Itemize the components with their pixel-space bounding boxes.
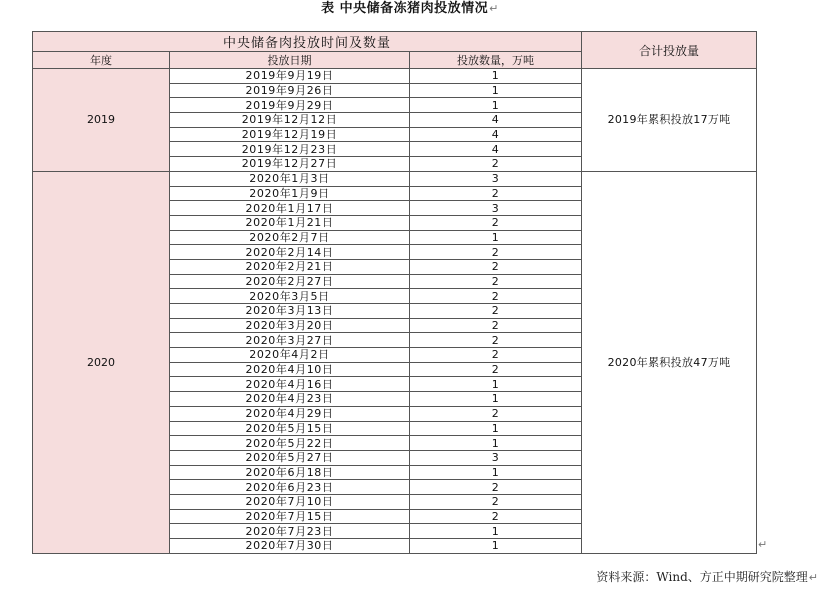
total-header: 合计投放量 — [582, 32, 757, 69]
amount-cell: 1 — [410, 230, 582, 245]
amount-cell: 1 — [410, 421, 582, 436]
amount-cell: 2 — [410, 259, 582, 274]
date-cell: 2019年9月19日 — [170, 69, 410, 84]
date-cell: 2019年12月12日 — [170, 113, 410, 128]
amount-cell: 1 — [410, 69, 582, 84]
amount-cell: 2 — [410, 245, 582, 260]
date-cell: 2019年12月19日 — [170, 127, 410, 142]
amount-cell: 2 — [410, 304, 582, 319]
amount-cell: 2 — [410, 494, 582, 509]
date-cell: 2020年5月15日 — [170, 421, 410, 436]
year-total-cell: 2020年累积投放47万吨 — [582, 171, 757, 553]
amount-cell: 1 — [410, 524, 582, 539]
date-cell: 2019年12月27日 — [170, 157, 410, 172]
amount-cell: 2 — [410, 509, 582, 524]
amount-cell: 1 — [410, 392, 582, 407]
date-cell: 2020年4月10日 — [170, 362, 410, 377]
date-cell: 2020年2月21日 — [170, 259, 410, 274]
date-cell: 2020年3月13日 — [170, 304, 410, 319]
pork-release-table-container — [32, 31, 756, 554]
date-column-header: 投放日期 — [170, 52, 410, 69]
group-header: 中央储备肉投放时间及数量 — [33, 32, 582, 52]
amount-cell: 3 — [410, 450, 582, 465]
date-cell: 2020年2月7日 — [170, 230, 410, 245]
date-cell: 2020年1月3日 — [170, 171, 410, 186]
pork-release-table — [32, 31, 757, 554]
amount-column-header: 投放数量，万吨 — [410, 52, 582, 69]
table-title-text: 表 中央储备冻猪肉投放情况 — [321, 1, 489, 16]
date-cell: 2020年3月20日 — [170, 318, 410, 333]
year-cell: 2020 — [33, 171, 170, 553]
amount-cell: 2 — [410, 333, 582, 348]
paragraph-mark-icon: ↵ — [808, 571, 818, 584]
amount-cell: 2 — [410, 215, 582, 230]
table-title — [0, 0, 820, 22]
amount-cell: 2 — [410, 406, 582, 421]
amount-cell: 2 — [410, 480, 582, 495]
table-end-mark-icon: ↵ — [758, 538, 768, 551]
date-cell: 2020年2月27日 — [170, 274, 410, 289]
table-row — [33, 171, 757, 186]
amount-cell: 1 — [410, 436, 582, 451]
amount-cell: 3 — [410, 171, 582, 186]
date-cell: 2020年1月17日 — [170, 201, 410, 216]
year-cell: 2019 — [33, 69, 170, 172]
amount-cell: 1 — [410, 465, 582, 480]
amount-cell: 2 — [410, 274, 582, 289]
amount-cell: 2 — [410, 318, 582, 333]
amount-cell: 1 — [410, 98, 582, 113]
date-cell: 2020年5月22日 — [170, 436, 410, 451]
date-cell: 2020年4月16日 — [170, 377, 410, 392]
year-column-header: 年度 — [33, 52, 170, 69]
date-cell: 2020年1月21日 — [170, 215, 410, 230]
amount-cell: 2 — [410, 362, 582, 377]
date-cell: 2020年7月23日 — [170, 524, 410, 539]
date-cell: 2020年2月14日 — [170, 245, 410, 260]
amount-cell: 4 — [410, 127, 582, 142]
date-cell: 2019年9月26日 — [170, 83, 410, 98]
amount-cell: 2 — [410, 348, 582, 363]
date-cell: 2020年4月2日 — [170, 348, 410, 363]
amount-cell: 2 — [410, 186, 582, 201]
source-note — [596, 568, 818, 585]
date-cell: 2020年3月5日 — [170, 289, 410, 304]
table-body — [33, 69, 757, 554]
amount-cell: 1 — [410, 539, 582, 554]
date-cell: 2020年7月30日 — [170, 539, 410, 554]
table-row — [33, 69, 757, 84]
paragraph-mark-icon: ↵ — [489, 2, 499, 15]
amount-cell: 1 — [410, 83, 582, 98]
date-cell: 2020年6月23日 — [170, 480, 410, 495]
date-cell: 2020年5月27日 — [170, 450, 410, 465]
date-cell: 2020年3月27日 — [170, 333, 410, 348]
amount-cell: 4 — [410, 142, 582, 157]
date-cell: 2020年7月15日 — [170, 509, 410, 524]
date-cell: 2020年1月9日 — [170, 186, 410, 201]
date-cell: 2020年4月29日 — [170, 406, 410, 421]
date-cell: 2020年6月18日 — [170, 465, 410, 480]
date-cell: 2020年7月10日 — [170, 494, 410, 509]
date-cell: 2020年4月23日 — [170, 392, 410, 407]
date-cell: 2019年9月29日 — [170, 98, 410, 113]
source-note-text: 资料来源：Wind、方正中期研究院整理 — [596, 570, 808, 584]
amount-cell: 4 — [410, 113, 582, 128]
date-cell: 2019年12月23日 — [170, 142, 410, 157]
amount-cell: 2 — [410, 289, 582, 304]
year-total-cell: 2019年累积投放17万吨 — [582, 69, 757, 172]
amount-cell: 2 — [410, 157, 582, 172]
amount-cell: 3 — [410, 201, 582, 216]
amount-cell: 1 — [410, 377, 582, 392]
